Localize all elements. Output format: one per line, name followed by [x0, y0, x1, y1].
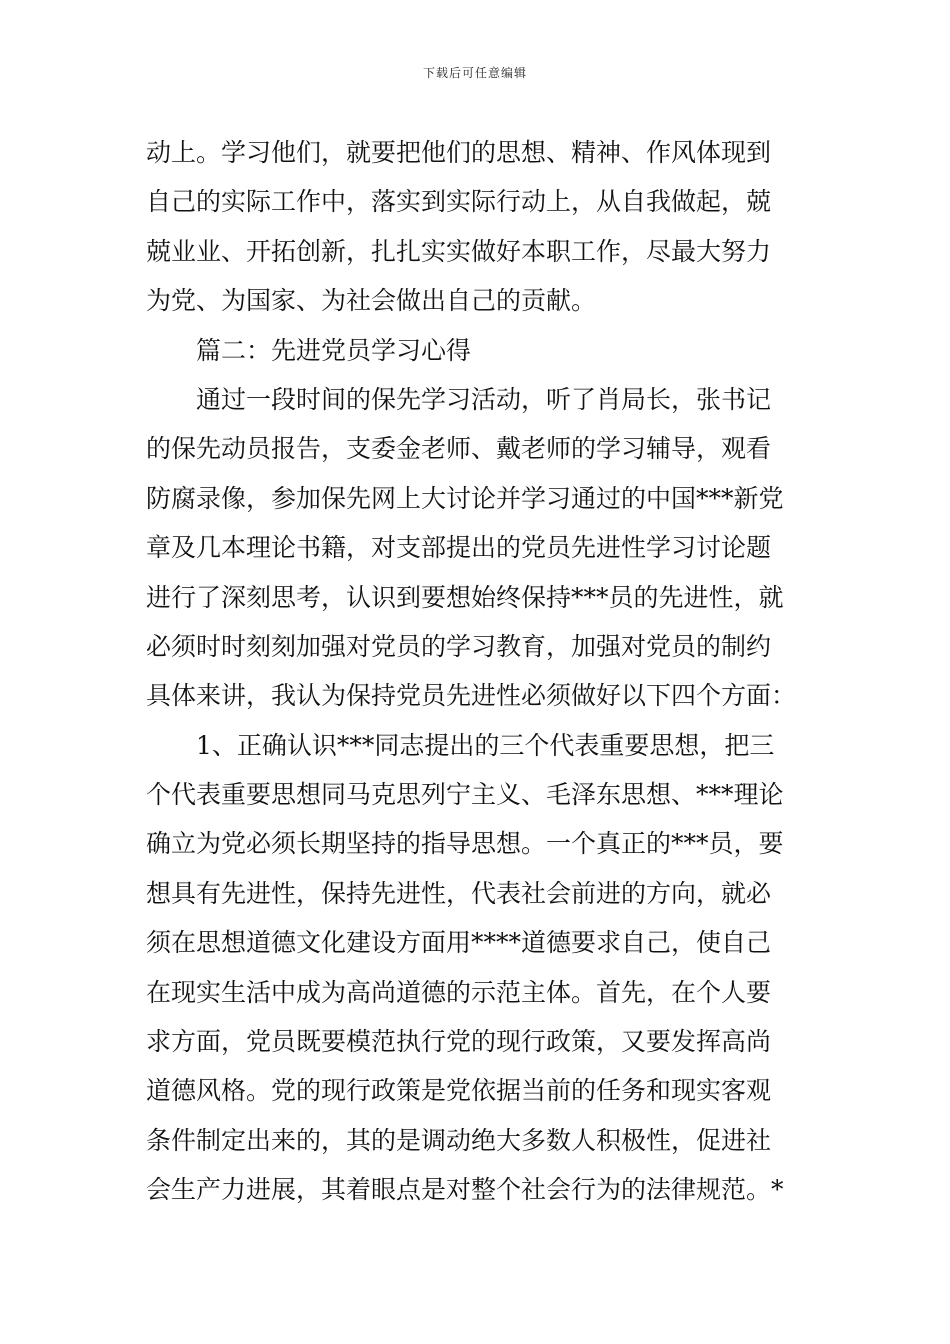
text-line: 道德风格。党的现行政策是党依据当前的任务和现实客观 [146, 1076, 772, 1106]
text-line: 进行了深刻思考，认识到要想始终保持***员的先进性，就 [146, 582, 784, 612]
text-line: 个代表重要思想同马克思列宁主义、毛泽东思想、***理论 [146, 780, 784, 810]
text-line: 通过一段时间的保先学习活动，听了肖局长，张书记 [196, 384, 772, 414]
text-line: 动上。学习他们，就要把他们的思想、精神、作风体现到 [146, 138, 772, 167]
text-line: 具体来讲，我认为保持党员先进性必须做好以下四个方面： [146, 681, 797, 711]
text-line: 防腐录像，参加保先网上大讨论并学习通过的中国***新党 [146, 483, 784, 513]
page-header: 下载后可任意编辑 [422, 66, 527, 80]
text-line: 章及几本理论书籍，对支部提出的党员先进性学习讨论题 [146, 533, 772, 563]
text-line: 在现实生活中成为高尚道德的示范主体。首先，在个人要 [146, 977, 772, 1007]
text-line: 的保先动员报告，支委金老师、戴老师的学习辅导，观看 [146, 434, 772, 464]
text-line: 会生产力进展，其着眼点是对整个社会行为的法律规范。* [146, 1175, 784, 1205]
text-line: 兢业业、开拓创新，扎扎实实做好本职工作，尽最大努力 [146, 236, 772, 266]
text-line: 为党、为国家、为社会做出自己的贡献。 [146, 286, 597, 316]
text-line: 篇二：先进党员学习心得 [196, 335, 472, 365]
text-line: 条件制定出来的，其的是调动绝大多数人积极性，促进社 [146, 1125, 772, 1155]
text-line: 想具有先进性，保持先进性，代表社会前进的方向，就必 [146, 878, 772, 908]
text-line: 求方面，党员既要模范执行党的现行政策，又要发挥高尚 [146, 1027, 772, 1057]
text-line: 自己的实际工作中，落实到实际行动上，从自我做起，兢 [146, 187, 772, 217]
text-line: 1、正确认识***同志提出的三个代表重要思想，把三 [196, 730, 775, 760]
text-line: 须在思想道德文化建设方面用****道德要求自己，使自己 [146, 928, 772, 958]
text-line: 必须时时刻刻加强对党员的学习教育，加强对党员的制约 [146, 631, 772, 661]
text-line: 确立为党必须长期坚持的指导思想。一个真正的***员，要 [146, 829, 784, 859]
document-body [146, 128, 806, 1215]
